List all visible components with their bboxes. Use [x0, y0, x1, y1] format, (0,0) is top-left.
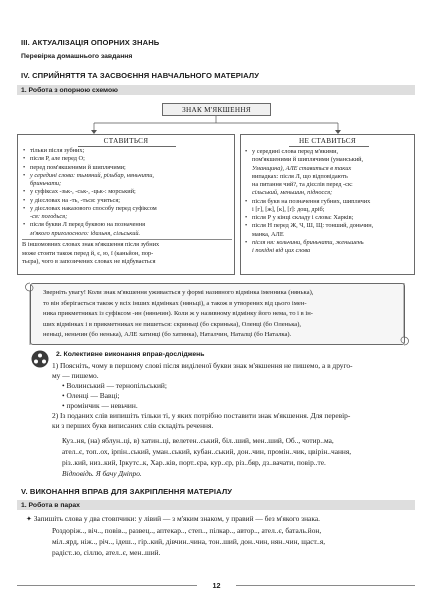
scheme-left-item: • у дієсловах на -ть, -ться: учиться; — [23, 196, 120, 204]
scheme-right-item: • після букв на позначення губних, шиплячих — [245, 197, 371, 205]
note-line: неньці, неньчин (бо ненька), АЛЕ хатинці (бо хатинка), Наталчин, Наталці (бо Наталка). — [43, 331, 292, 339]
section-5-sub-bar — [17, 500, 415, 510]
scheme-right-box — [240, 134, 415, 275]
scheme-left-item-cont: бриньчати; — [30, 180, 62, 187]
scheme-left-item: • у середині слова: тьмяний, рільбар, няньчити, — [23, 171, 154, 179]
scheme-right-item-cont: Уманщина), АЛЕ ставиться в таких — [252, 164, 352, 172]
scheme-right-item: • після Р у кінці складу і слова: Харків; — [245, 214, 354, 221]
scheme-left-item: • у дієсловах наказового способу перед суфіксом — [23, 204, 157, 212]
pairs-instruction: ✦ Запишіть слова у два стовпчики: у лівий — з м'яким знаком, у правий — без м'якого знака. — [26, 514, 320, 523]
note-text — [43, 288, 313, 341]
attention-note — [30, 283, 405, 345]
scheme-right-title: НЕ СТАВИТЬСЯ — [299, 137, 356, 145]
exercise-1-line: му — пишемо. — [52, 371, 99, 380]
pairs-words: Роздоріж.., віч.., повів.., развец.., аптекар.., степ.., пілкар.., автор.., ател..є, баталь.йон, — [52, 526, 322, 535]
note-line: ника прикметниках із суфіксом -ин (няньчин). Коли ж у називному відмінку його нема, то і в ін- — [43, 310, 313, 318]
scheme-left-footnote-line: може стояти також перед й, є, ю, ї (каньйон, пор- — [22, 249, 154, 257]
group-work-icon — [31, 350, 49, 368]
scheme-left-item: • після Р, але перед О; — [23, 155, 85, 163]
note-line: ших відмінках і в прикметниках не пишеться: скриньці (бо скринька), Оленці (бо Оленька), — [43, 320, 302, 328]
exercise-1-line: 1) Поясніть, чому в першому слові після виділеної букви знак м'якшення не пишемо, а в друго- — [52, 361, 353, 370]
note-line: то він зберігається також у всіх інших відмінках (няньці), а також в утворених від цього імен- — [43, 299, 307, 307]
scheme-left-item: • у суфіксах -зьк-, -ськ-, -цьк-: морський; — [23, 188, 136, 196]
scheme-left-item: • перед пом'якшеними й шиплячими; — [23, 163, 126, 171]
scheme-left-footnote-line: В іншомовних словах знак м'якшення після зубних — [22, 241, 160, 248]
scheme-right-item: • у середині слова перед м'якими, — [245, 148, 339, 155]
note-line: Зверніть увагу! Коли знак м'якшення уживається у формі називного відмінка іменника (нянька), — [43, 289, 314, 296]
pairs-words: радіст..ю, сіллю, ател..є, мен..ший. — [52, 548, 161, 557]
exercise-1-bullet: • Оленці — Вавці; — [62, 391, 120, 400]
exercise-2-words: Куз..ня, (на) яблун..ці, в) хатин..ці, велетен..ський, біл..ший, мен..ший, Об.., чотир..ма, — [62, 436, 334, 445]
scheme-top-label: ЗНАК М'ЯКШЕННЯ — [182, 106, 251, 114]
section-3-title: ІІІ. АКТУАЛІЗАЦІЯ ОПОРНИХ ЗНАНЬ — [21, 38, 160, 47]
scheme-left-item-cont: -ся: погодься; — [30, 213, 68, 220]
page-number: 12 — [212, 581, 221, 590]
scheme-right-item-cont: манка, АЛЕ — [252, 230, 284, 238]
scheme-right-item-cont: і [г], [ж], [к], [ґ]: дощ, дріб; — [252, 205, 325, 213]
scheme-right-item: • після ня: кольчини, бриньчати, женьшень — [245, 238, 364, 246]
scroll-curl-icon — [396, 279, 412, 349]
scheme-right-item-cont: і похідні від цих слова — [252, 247, 311, 254]
scroll-curl-icon — [22, 279, 38, 349]
exercise-1-bullet: • промінчик — невьчин. — [62, 401, 138, 410]
section-5-subtitle: 1. Робота в парах — [21, 501, 80, 509]
exercise-2-answer: Відповідь. Я бачу Дніпро. — [62, 469, 142, 478]
scheme-left-title: СТАВИТЬСЯ — [103, 137, 149, 145]
exercise-2-words: ател..є, топ..ох, ірпін..ський, уман..ський, кубан..ський, дон..чин, промін..чик, цвірін..чання, — [62, 447, 352, 456]
scheme-left-list — [23, 147, 157, 238]
scheme-left-box — [17, 134, 235, 275]
scheme-left-item: • після букви Л перед буквою на позначення — [23, 221, 146, 229]
scheme-right-item-cont: випадках: після Л, що відповідають — [252, 172, 348, 180]
exercise-2-words: різ..кий, низ..кий, Іркутс..к, Хар..ків, порт..єра, кур..єр, різ..бяр, дз..вачати, повір..те. — [62, 458, 326, 467]
exercise-title: 2. Колективне виконання вправ-досліджень — [56, 351, 205, 358]
section-3-subtitle: Перевірка домашнього завдання — [21, 53, 133, 60]
section-4-subtitle: 1. Робота з опорною схемою — [21, 86, 118, 94]
scheme-right-list — [245, 148, 373, 255]
scheme-right-title-underline — [289, 146, 369, 147]
exercise-2-line: 2) Із поданих слів випишіть тільки ті, у яких потрібно поставити знак м'якшення. Для перевір- — [52, 411, 351, 420]
scheme-left-divider — [22, 239, 232, 240]
scheme-right-item-cont: на питання чий?, та дієслів перед -ск: — [252, 181, 353, 188]
scheme-left-item-cont: м'якого приголосного: ідальня, сільський. — [30, 229, 141, 237]
scheme-left-item: • тільки після зубних; — [23, 147, 85, 154]
scheme-right-item-cont: пом'якшеними й шиплячими (уманський, — [252, 156, 364, 164]
exercise-2-line: ки з перших букв виписаних слів складіть речення. — [52, 421, 214, 430]
scheme-left-footnote-line: тьєра), чого в запозичених словах не відбувається — [22, 258, 156, 266]
section-5-title: V. ВИКОНАННЯ ВПРАВ ДЛЯ ЗАКРІПЛЕННЯ МАТЕРІАЛУ — [21, 487, 233, 496]
scheme-right-item-cont: сільський, меньшин, підносся; — [252, 189, 333, 197]
exercise-1-bullet: • Волинський — тернопільський; — [62, 381, 167, 390]
pairs-words: міл..ярд, ніж.., річ.., ідеш.., гір..кий, дівчин..чина, тон..ший, дон..чин, нян..чин, щаст..я, — [52, 537, 326, 546]
scheme-right-item: • після Н перед Ж, Ч, Ш, Щ: тонший, доньчин, — [245, 222, 374, 230]
section-4-title: IV. СПРИЙНЯТТЯ ТА ЗАСВОЄННЯ НАВЧАЛЬНОГО МАТЕРІАЛУ — [21, 71, 260, 80]
scheme-left-footnote — [22, 241, 159, 267]
